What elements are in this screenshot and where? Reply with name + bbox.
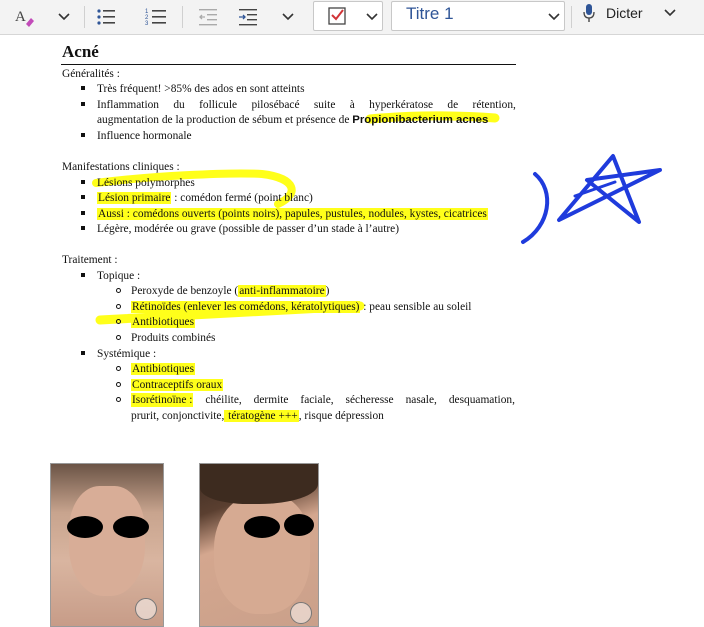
eye-mask	[284, 514, 314, 536]
word: hyperkératose	[369, 99, 434, 111]
highlighted-text: tératogène +++	[225, 410, 298, 422]
bullets-icon	[96, 8, 116, 26]
sub-list-item	[131, 362, 195, 376]
numbering-icon	[145, 7, 167, 27]
numbering-button[interactable]	[142, 0, 170, 34]
list-item: Très fréquent! >85% des ados en sont atteints	[97, 83, 305, 95]
highlighted-text: Antibiotiques	[132, 316, 195, 328]
word: chéilite,	[205, 394, 242, 406]
section-heading-treatment: Traitement :	[62, 254, 118, 266]
sub-list-item-justified	[131, 393, 515, 407]
text-effects-dropdown[interactable]	[50, 0, 78, 34]
bullet	[81, 133, 85, 137]
list-item: Lésions polymorphes	[97, 177, 195, 189]
indent-more-dropdown[interactable]	[274, 0, 302, 34]
list-item-systemique: Systémique :	[97, 348, 157, 360]
word: pilosébacé	[251, 99, 300, 111]
toolbar-divider	[182, 6, 183, 28]
bold-term: Propionibacterium acnes	[352, 114, 489, 126]
list-item: Influence hormonale	[97, 130, 192, 142]
sub-bullet	[116, 397, 121, 402]
svg-text:1: 1	[145, 9, 149, 15]
list-item	[97, 207, 488, 221]
eye-mask	[113, 516, 149, 538]
highlighted-text: Lésion primaire	[98, 192, 171, 204]
text-effects-button[interactable]	[8, 0, 42, 34]
highlighted-text: Aussi : comédons ouverts (points noirs), papules, pustules, nodules, kystes, cicatrices	[98, 208, 487, 220]
highlighted-text: anti-inflammatoire	[239, 285, 325, 297]
sub-bullet	[116, 366, 121, 371]
word: de	[447, 99, 459, 111]
style-dropdown[interactable]	[391, 1, 565, 31]
word: Inflammation	[97, 99, 159, 111]
chevron-down-icon	[548, 13, 560, 21]
chevron-down-icon	[664, 9, 676, 17]
bullets-button[interactable]	[92, 0, 120, 34]
face-shape	[69, 486, 145, 596]
highlighted-text: Antibiotiques	[132, 363, 195, 375]
decrease-indent-button[interactable]	[194, 0, 222, 34]
style-dropdown-value: Titre 1	[406, 4, 454, 23]
acne-photo-male	[199, 463, 319, 627]
eye-mask	[67, 516, 103, 538]
sub-bullet	[116, 304, 121, 309]
bullet	[81, 102, 85, 106]
microphone-icon	[582, 3, 596, 23]
face-shape	[214, 494, 310, 614]
text: )	[325, 285, 330, 297]
text: Peroxyde de benzoyle (	[131, 285, 239, 297]
sub-list-item	[131, 300, 471, 314]
list-item-topique: Topique :	[97, 270, 141, 282]
bullet	[81, 351, 85, 355]
title-underline	[61, 64, 516, 65]
word: à	[349, 99, 355, 111]
word: desquamation,	[448, 394, 515, 406]
sub-list-item	[131, 378, 223, 392]
dictate-button[interactable]: Dicter	[606, 5, 643, 21]
chevron-down-icon	[366, 13, 378, 21]
pen-ink-star-drawing	[515, 146, 675, 256]
sub-list-item: Produits combinés	[131, 332, 216, 344]
text: , risque dépression	[298, 410, 384, 422]
ribbon-toolbar	[0, 0, 704, 35]
svg-text:3: 3	[145, 21, 149, 27]
dictate-mic-button[interactable]	[578, 0, 600, 26]
sub-list-item	[131, 284, 329, 298]
acne-photo-female	[50, 463, 164, 627]
bullet	[81, 273, 85, 277]
highlighted-text: Rétinoïdes (enlever les comédons, kératolytiques)	[132, 301, 360, 313]
stamp-logo	[135, 598, 157, 620]
list-item	[97, 191, 313, 205]
svg-text:2: 2	[145, 15, 149, 21]
list-item-continuation	[97, 113, 488, 127]
bullet	[81, 180, 85, 184]
word: du	[173, 99, 185, 111]
word: faciale,	[300, 394, 334, 406]
sub-list-item-continuation	[131, 409, 384, 423]
word: follicule	[199, 99, 238, 111]
chevron-down-icon	[58, 13, 70, 21]
dictate-dropdown[interactable]	[656, 0, 684, 26]
sub-bullet	[116, 382, 121, 387]
word: dermite	[253, 394, 289, 406]
section-heading-manifestations: Manifestations cliniques :	[62, 161, 180, 173]
word: sécheresse	[345, 394, 394, 406]
toolbar-divider	[84, 6, 85, 28]
text: prurit, conjonctivite,	[131, 410, 225, 422]
word: rétention,	[472, 99, 516, 111]
note-page[interactable]	[0, 34, 704, 625]
text: : peau sensible au soleil	[360, 301, 472, 313]
toolbar-divider	[571, 6, 572, 28]
stamp-logo	[290, 602, 312, 624]
svg-text:A: A	[15, 9, 26, 25]
highlighted-text: Isorétinoïne :	[132, 394, 193, 406]
section-heading-general: Généralités :	[62, 68, 120, 80]
bullet	[81, 211, 85, 215]
increase-indent-icon	[238, 8, 258, 26]
sub-list-item	[131, 315, 195, 329]
page-title: Acné	[62, 42, 99, 61]
chevron-down-icon	[282, 13, 294, 21]
todo-tag-button[interactable]	[313, 1, 383, 31]
text: : comédon fermé (point blanc)	[171, 192, 313, 204]
word: nasale,	[405, 394, 437, 406]
sub-bullet	[116, 288, 121, 293]
list-item: Légère, modérée ou grave (possible de passer d’un stade à l’autre)	[97, 223, 400, 235]
sub-bullet	[116, 319, 121, 324]
text-effects-icon	[13, 6, 37, 28]
word: suite	[313, 99, 336, 111]
text: augmentation de la production de sébum et présence de	[97, 114, 353, 126]
increase-indent-button[interactable]	[234, 0, 262, 34]
hair-shape	[200, 464, 318, 504]
eye-mask	[244, 516, 280, 538]
bullet	[81, 86, 85, 90]
bullet	[81, 195, 85, 199]
highlighted-text: Contraceptifs oraux	[132, 379, 223, 391]
bullet	[81, 226, 85, 230]
decrease-indent-icon	[198, 8, 218, 26]
list-item-justified	[97, 98, 516, 112]
checkbox-icon	[328, 7, 348, 25]
sub-bullet	[116, 335, 121, 340]
